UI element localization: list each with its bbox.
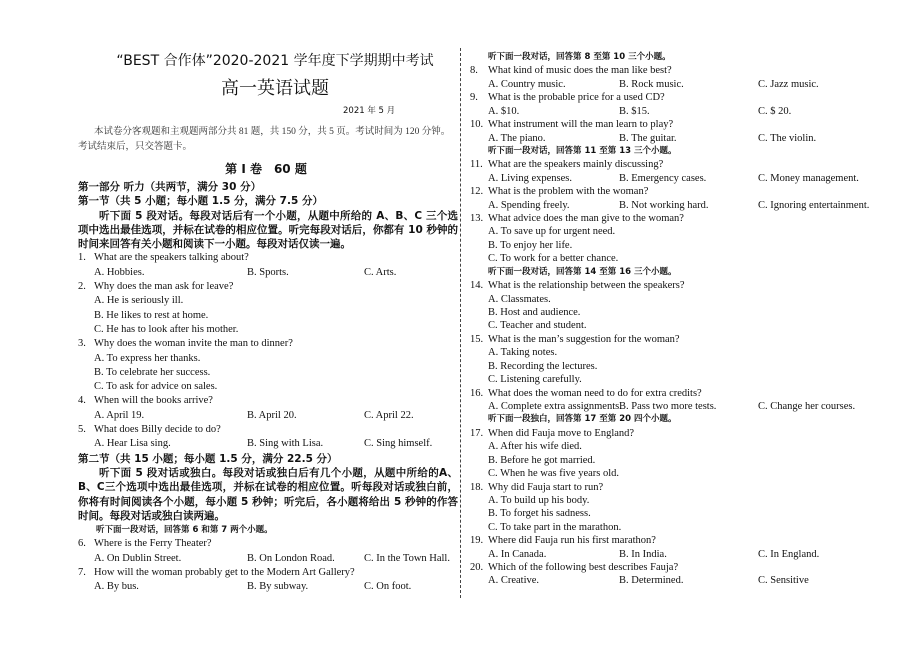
answer-option: A. Spending freely.	[488, 199, 570, 211]
question-text: When did Fauja move to England?	[488, 427, 635, 439]
answer-options	[78, 580, 458, 594]
question-3	[78, 337, 458, 351]
listening-note: 听下面一段对话，回答第 14 至第 16 三个小题。	[488, 266, 677, 277]
question-number: 5.	[78, 424, 86, 436]
question-7	[78, 566, 458, 580]
answer-option: C. Jazz music.	[758, 78, 819, 90]
question-12	[470, 185, 850, 198]
question-text: Why does the woman invite the man to dinner?	[94, 338, 293, 350]
question-10	[470, 118, 850, 131]
question-2	[78, 280, 458, 294]
question-16	[470, 387, 850, 400]
question-text: Why did Fauja start to run?	[488, 481, 604, 493]
question-text: What is the man’s suggestion for the woman?	[488, 333, 680, 345]
question-8	[470, 64, 850, 77]
answer-option: B. Rock music.	[619, 78, 684, 90]
answer-option: B. Emergency cases.	[619, 172, 707, 184]
question-text: What kind of music does the man like best?	[488, 65, 672, 77]
exam-subtitle: 高一英语试题	[221, 78, 329, 99]
question-number: 17.	[470, 427, 484, 439]
answer-option: C. To ask for advice on sales.	[94, 381, 218, 393]
question-text: What does the woman need to do for extra credits?	[488, 387, 702, 399]
answer-option: C. In the Town Hall.	[364, 552, 450, 564]
exam-instructions: 本试卷分客观题和主观题两部分共 81 题，共 150 分，共 5 页。考试时间为 120 分钟。考试结束后，只交答题卡。	[78, 127, 451, 152]
question-number: 18.	[470, 481, 484, 493]
answer-options	[470, 172, 859, 185]
answer-option: C. To work for a better chance.	[488, 253, 619, 265]
question-number: 8.	[470, 65, 478, 77]
answer-option: C. April 22.	[364, 409, 414, 421]
question-14	[470, 279, 850, 292]
answer-option: B. Sports.	[247, 266, 289, 278]
answer-option: A. To express her thanks.	[94, 352, 201, 364]
answer-option: A. Hobbies.	[94, 266, 145, 278]
answer-option: B. Before he got married.	[488, 454, 596, 466]
answer-option: A. Hear Lisa sing.	[94, 438, 171, 450]
answer-option: A. On Dublin Street.	[94, 552, 182, 564]
answer-option: B. To forget his sadness.	[488, 508, 591, 520]
exam-date: 2021 年 5 月	[343, 106, 396, 116]
question-number: 12.	[470, 186, 484, 198]
question-4	[78, 394, 458, 408]
question-text: What are the speakers mainly discussing?	[488, 159, 664, 171]
question-number: 10.	[470, 119, 484, 131]
answer-option: C. Listening carefully.	[488, 374, 582, 386]
listening-note: 听下面一段对话，回答第 11 至第 13 三个小题。	[488, 145, 677, 156]
answer-option: C. He has to look after his mother.	[94, 323, 239, 335]
answer-options	[78, 552, 458, 566]
answer-option: B. $15.	[619, 105, 650, 117]
question-15	[470, 333, 850, 346]
column-divider	[460, 48, 461, 598]
answer-option: B. In India.	[619, 548, 667, 560]
listening-note: 听下面一段独白，回答第 17 至第 20 四个小题。	[488, 414, 677, 425]
right-column	[470, 51, 870, 588]
answer-option: C. Teacher and student.	[488, 320, 587, 332]
section-instructions: 听下面 5 段对话。每段对话后有一个小题，从题中所给的 A、B、C 三个选项中选出最佳选项，并标在试卷的相应位置。听完每段对话后，你都有 10 秒钟的时间来回答有关小题和阅读下一小题。每段对话仅读一遍。	[78, 209, 458, 251]
answer-option: C. $ 20.	[758, 105, 792, 117]
listening-note: 听下面一段对话，回答第 6 和第 7 两个小题。	[96, 525, 273, 536]
question-20	[470, 561, 850, 574]
question-number: 13.	[470, 213, 484, 225]
question-number: 7.	[78, 567, 86, 579]
question-number: 15.	[470, 333, 484, 345]
question-number: 1.	[78, 252, 86, 264]
answer-option: A. Classmates.	[488, 293, 551, 305]
answer-option: A. He is seriously ill.	[94, 295, 184, 307]
answer-option: B. Host and audience.	[488, 307, 581, 319]
answer-options	[470, 400, 856, 413]
question-5	[78, 423, 458, 437]
answer-option: C. On foot.	[364, 581, 412, 593]
answer-option: A. By bus.	[94, 581, 139, 593]
section-instructions: 听下面 5 段对话或独白。每段对话或独白后有几个小题，从题中所给的A、B、C三个选项中选出最佳选项，并标在试卷的相应位置。听每段对话或独白前，你将有时间阅读各个小题，每小题 5 秒钟；听完后，各小题将给出 5 秒钟的作答时间。每段对话或独白读两遍。	[78, 466, 458, 522]
question-text: When will the books arrive?	[94, 395, 213, 407]
listening-note: 听下面一段对话，回答第 8 至第 10 三个小题。	[488, 52, 671, 62]
answer-options	[470, 199, 870, 212]
question-number: 11.	[470, 159, 483, 171]
answer-option: B. By subway.	[247, 581, 309, 593]
answer-options	[470, 78, 850, 91]
answer-option: A. Taking notes.	[488, 347, 558, 359]
question-text: What is the problem with the woman?	[488, 186, 649, 198]
question-number: 2.	[78, 281, 86, 293]
question-number: 14.	[470, 280, 484, 292]
question-number: 19.	[470, 535, 484, 547]
section-heading: 第一部分 听力（共两节，满分 30 分）	[78, 181, 262, 193]
answer-option: A. To build up his body.	[488, 494, 590, 506]
answer-option: A. To save up for urgent need.	[488, 226, 616, 238]
answer-option: C. Sensitive	[758, 575, 809, 587]
answer-option: A. Complete extra assignments.	[488, 400, 622, 412]
question-17	[470, 427, 850, 440]
answer-options	[78, 266, 458, 280]
answer-option: A. $10.	[488, 105, 520, 117]
question-1	[78, 251, 458, 265]
question-text: What is the probable price for a used CD?	[488, 92, 665, 104]
answer-option: B. April 20.	[247, 409, 297, 421]
answer-option: B. Sing with Lisa.	[247, 438, 324, 450]
answer-option: B. Recording the lectures.	[488, 360, 598, 372]
answer-options	[78, 437, 458, 451]
answer-options	[78, 409, 458, 423]
answer-option: A. Living expenses.	[488, 172, 572, 184]
answer-option: B. Not working hard.	[619, 199, 709, 211]
answer-option: A. April 19.	[94, 409, 145, 421]
left-column	[78, 180, 458, 595]
question-number: 3.	[78, 338, 86, 350]
answer-option: B. On London Road.	[247, 552, 335, 564]
answer-option: A. Country music.	[488, 78, 566, 90]
answer-option: B. He likes to rest at home.	[94, 309, 209, 321]
question-6	[78, 537, 458, 551]
part-title: 第 I 卷 60 题	[225, 162, 307, 176]
question-text: What advice does the man give to the woman?	[488, 213, 684, 225]
answer-option: B. Pass two more tests.	[619, 400, 717, 412]
answer-options	[470, 105, 850, 118]
answer-option: C. Arts.	[364, 266, 397, 278]
answer-option: C. Money management.	[758, 172, 859, 184]
answer-option: C. The violin.	[758, 132, 817, 144]
question-text: Why does the man ask for leave?	[94, 281, 234, 293]
answer-options	[470, 132, 850, 145]
question-text: What are the speakers talking about?	[94, 252, 249, 264]
answer-option: B. The guitar.	[619, 132, 677, 144]
answer-option: B. Determined.	[619, 575, 684, 587]
section-heading: 第二节（共 15 小题；每小题 1.5 分，满分 22.5 分）	[78, 452, 338, 465]
question-number: 20.	[470, 562, 484, 574]
question-text: Where is the Ferry Theater?	[94, 538, 212, 550]
answer-option: C. In England.	[758, 548, 820, 560]
answer-option: B. To enjoy her life.	[488, 239, 573, 251]
question-number: 16.	[470, 387, 484, 399]
answer-option: A. The piano.	[488, 132, 546, 144]
question-number: 4.	[78, 395, 86, 407]
answer-option: C. To take part in the marathon.	[488, 521, 622, 533]
question-9	[470, 91, 850, 104]
exam-title: “BEST 合作体”2020-2021 学年度下学期期中考试	[116, 53, 434, 69]
answer-option: A. After his wife died.	[488, 441, 582, 453]
section-heading: 第一节（共 5 小题；每小题 1.5 分，满分 7.5 分）	[78, 195, 323, 208]
answer-option: A. In Canada.	[488, 548, 547, 560]
question-number: 6.	[78, 538, 86, 550]
question-text: What does Billy decide to do?	[94, 424, 221, 436]
answer-options	[470, 574, 850, 587]
question-19	[470, 534, 850, 547]
question-11	[470, 158, 850, 171]
answer-option: C. Sing himself.	[364, 438, 433, 450]
question-13	[470, 212, 850, 225]
question-18	[470, 481, 850, 494]
question-text: What instrument will the man learn to play?	[488, 119, 674, 131]
question-text: Where did Fauja run his first marathon?	[488, 535, 656, 547]
answer-options	[470, 548, 850, 561]
question-text: Which of the following best describes Fauja?	[488, 562, 679, 574]
answer-option: C. Ignoring entertainment.	[758, 199, 870, 211]
answer-option: C. Change her courses.	[758, 400, 856, 412]
answer-option: B. To celebrate her success.	[94, 366, 211, 378]
question-text: How will the woman probably get to the Modern Art Gallery?	[94, 567, 355, 579]
question-text: What is the relationship between the speakers?	[488, 280, 685, 292]
question-number: 9.	[470, 92, 478, 104]
answer-option: C. When he was five years old.	[488, 468, 620, 480]
answer-option: A. Creative.	[488, 575, 540, 587]
